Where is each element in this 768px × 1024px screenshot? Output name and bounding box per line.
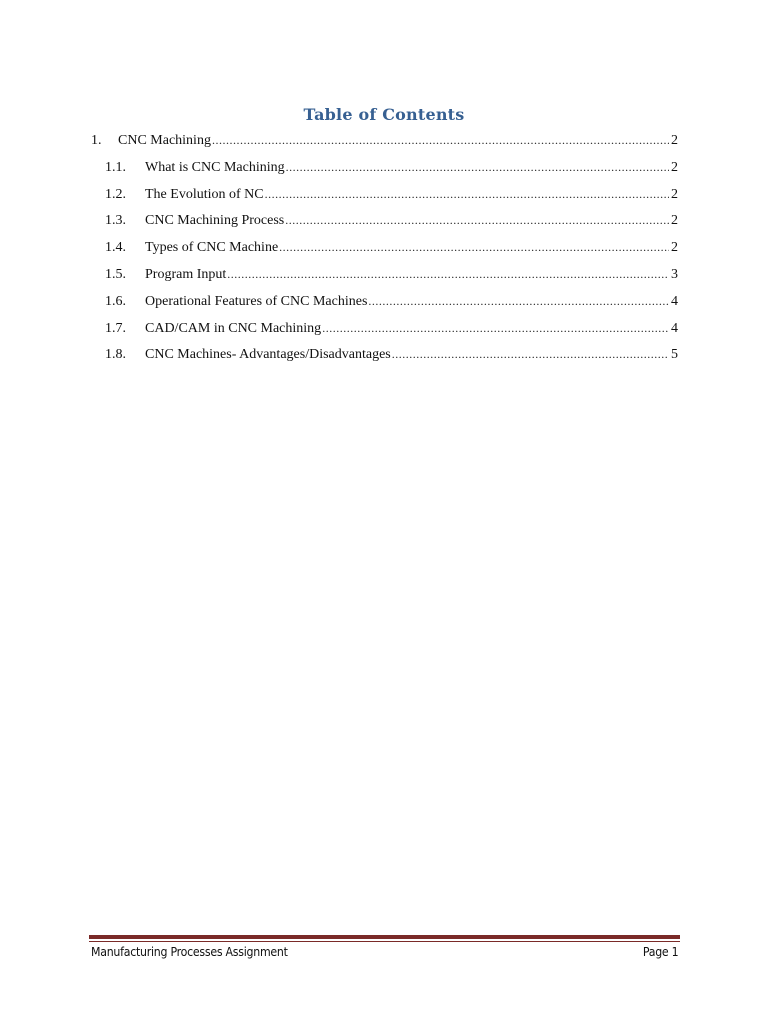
toc-entry-label: Types of CNC Machine (145, 240, 279, 256)
toc-entry-page: 2 (671, 159, 678, 175)
toc-entry-page: 2 (671, 186, 678, 202)
toc-entry-label: CNC Machining (118, 133, 211, 148)
toc-entry-label: CNC Machines- Advantages/Disadvantages (145, 347, 391, 363)
toc-entry[interactable] (91, 341, 678, 368)
toc-entry[interactable] (91, 315, 678, 342)
toc-entry[interactable] (91, 154, 678, 181)
toc-entry-number: 1.6. (105, 293, 126, 309)
toc-entry-page: 4 (671, 293, 678, 309)
toc-entry-page: 2 (671, 213, 678, 229)
toc-entry-page: 5 (671, 347, 678, 363)
footer-rule (89, 935, 680, 939)
toc-entry[interactable] (91, 234, 678, 261)
toc-entry-label: What is CNC Machining (145, 159, 285, 175)
toc-entry-number: 1.7. (105, 320, 126, 336)
toc-entry[interactable] (91, 127, 678, 154)
toc-entry-label: Program Input (145, 266, 227, 282)
toc-list (91, 127, 678, 368)
toc-entry-number: 1.2. (105, 186, 126, 202)
toc-entry-label: The Evolution of NC (145, 186, 264, 202)
toc-entry-number: 1.4. (105, 240, 126, 256)
toc-entry-label: Operational Features of CNC Machines (145, 293, 368, 309)
toc-dot-leader (212, 127, 669, 154)
toc-entry-page: 2 (671, 133, 678, 148)
toc-entry-label: CNC Machining Process (145, 213, 285, 229)
toc-dot-leader (279, 234, 669, 261)
toc-title: Table of Contents (303, 105, 465, 124)
toc-entry[interactable] (91, 288, 678, 315)
toc-entry[interactable] (91, 261, 678, 288)
toc-entry-number: 1.3. (105, 213, 126, 229)
toc-entry-label: CAD/CAM in CNC Machining (145, 320, 322, 336)
toc-dot-leader (368, 288, 669, 315)
toc-dot-leader (285, 207, 669, 234)
toc-entry[interactable] (91, 181, 678, 208)
toc-dot-leader (227, 261, 669, 288)
toc-dot-leader (322, 315, 669, 342)
toc-entry-page: 2 (671, 240, 678, 256)
footer-document-title: Manufacturing Processes Assignment (91, 944, 288, 959)
toc-dot-leader (265, 181, 669, 208)
toc-dot-leader (392, 341, 669, 368)
footer-rule-thin (89, 941, 680, 942)
toc-entry[interactable] (91, 207, 678, 234)
toc-entry-number: 1.5. (105, 266, 126, 282)
toc-dot-leader (286, 154, 669, 181)
toc-entry-page: 3 (671, 266, 678, 282)
toc-entry-number: 1.8. (105, 347, 126, 363)
toc-entry-number: 1. (91, 133, 102, 148)
toc-entry-number: 1.1. (105, 159, 126, 175)
footer-page-number: Page 1 (642, 944, 678, 959)
toc-entry-page: 4 (671, 320, 678, 336)
